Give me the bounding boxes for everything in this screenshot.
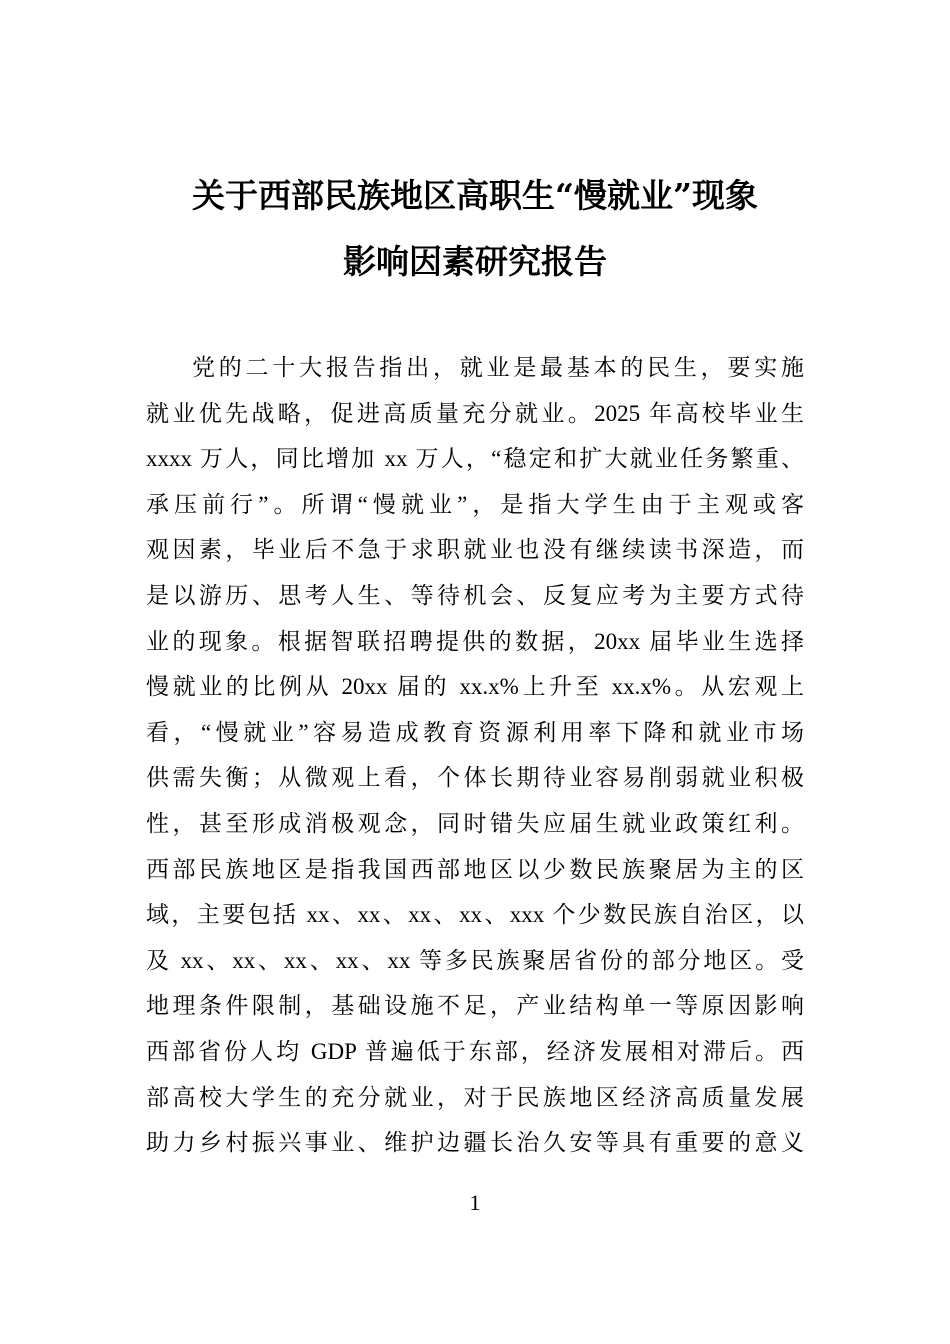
body-line: 助力乡村振兴事业、维护边疆长治久安等具有重要的意义 — [146, 1130, 804, 1156]
body-line: 性，甚至形成消极观念，同时错失应届生就业政策红利。 — [146, 810, 804, 836]
body-line: 供需失衡；从微观上看，个体长期待业容易削弱就业积极 — [146, 765, 804, 791]
body-line: xxxx 万人，同比增加 xx 万人，“稳定和扩大就业任务繁重、 — [146, 446, 804, 472]
body-line: 部高校大学生的充分就业，对于民族地区经济高质量发展 — [146, 1084, 804, 1110]
page-number: 1 — [469, 1190, 481, 1215]
body-line: 观因素，毕业后不急于求职就业也没有继续读书深造，而 — [146, 537, 804, 563]
document-title — [0, 163, 950, 295]
body-line: 地理条件限制，基础设施不足，产业结构单一等原因影响 — [146, 993, 804, 1019]
body-line: 及 xx、xx、xx、xx、xx 等多民族聚居省份的部分地区。受 — [146, 947, 804, 973]
title-line-2: 影响因素研究报告 — [343, 242, 607, 281]
body-line: 党的二十大报告指出，就业是最基本的民生，要实施 — [192, 355, 804, 380]
body-paragraph — [146, 345, 804, 1166]
body-line: 是以游历、思考人生、等待机会、反复应考为主要方式待 — [146, 582, 804, 608]
body-line: 域，主要包括 xx、xx、xx、xx、xxx 个少数民族自治区，以 — [146, 902, 804, 928]
body-line: 看，“慢就业”容易造成教育资源利用率下降和就业市场 — [146, 719, 804, 745]
title-line-1: 关于西部民族地区高职生“慢就业”现象 — [192, 176, 758, 215]
body-line: 西部省份人均 GDP 普遍低于东部，经济发展相对滞后。西 — [146, 1038, 804, 1064]
body-line: 就业优先战略，促进高质量充分就业。2025 年高校毕业生 — [146, 400, 804, 426]
body-line: 承压前行”。所谓“慢就业”，是指大学生由于主观或客 — [146, 491, 804, 517]
body-line: 业的现象。根据智联招聘提供的数据，20xx 届毕业生选择 — [146, 628, 804, 654]
body-line: 西部民族地区是指我国西部地区以少数民族聚居为主的区 — [146, 856, 804, 882]
body-line: 慢就业的比例从 20xx 届的 xx.x%上升至 xx.x%。从宏观上 — [146, 674, 804, 700]
